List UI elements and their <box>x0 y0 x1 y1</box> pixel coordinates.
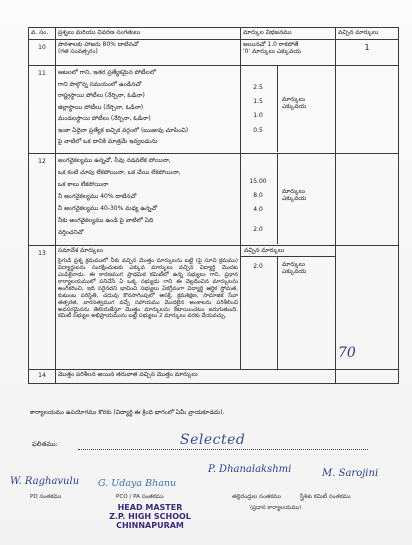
marks-line: '0' మార్కులు ఎక్కువయ <box>243 48 302 56</box>
desc-line: ఇంకా ఏదైనా ప్రత్యేక ఐచ్ఛిక వర్గంలో (ఋజువు చూపించి) <box>58 126 189 134</box>
marks-value: 0.5 <box>253 126 263 134</box>
table-header-row <box>29 28 399 40</box>
marks-value: 4.0 <box>253 206 263 214</box>
header-marks-split: మార్కుల విభజనము <box>241 28 336 40</box>
desc-line: మొత్తం పరిశీలన అయిన తరువాత వచ్చిన మొత్తం మార్కులు <box>58 371 198 378</box>
row-score: 1 <box>336 40 399 66</box>
row-description <box>56 154 241 246</box>
row-serial: 12 <box>29 154 56 246</box>
table-row-11 <box>29 66 399 154</box>
row-description <box>56 246 241 370</box>
row-score <box>336 66 399 154</box>
headmaster-stamp <box>90 503 210 530</box>
marks-value: 8.0 <box>253 192 263 200</box>
table-row-13 <box>29 246 399 370</box>
desc-line: పై వాటిలో ఒక దానికి మాత్రమే ఇవ్వబడును <box>58 138 158 145</box>
signature-pco-caption: PCO / PA సంతకము <box>116 494 164 500</box>
scholarship-marks-table <box>28 27 399 384</box>
row-serial: 11 <box>29 66 56 154</box>
row-score <box>336 246 399 370</box>
marks-value: 1.5 <box>253 98 263 106</box>
signature-pd-caption: PD సంతకము <box>30 494 62 500</box>
marks-value: 2.5 <box>253 84 263 91</box>
marks-label: ఎక్కువయ <box>282 268 307 276</box>
signature-committee-caption: స్త్రీశిశు కమిటీ సంతకము <box>300 494 351 500</box>
desc-line: పాఠశాలకు హాజరు 80% దాటినచో <box>58 41 139 48</box>
signature-committee: M. Sarojini <box>322 468 379 479</box>
stamp-line: Z.P. HIGH SCHOOL <box>109 512 191 521</box>
row-serial: 13 <box>29 246 56 370</box>
row-serial: 14 <box>29 370 56 384</box>
result-value: Selected <box>180 432 246 448</box>
table-row-12 <box>29 154 399 246</box>
row-score <box>336 370 399 384</box>
row-description <box>56 40 241 66</box>
desc-line: జిల్లాస్థాయి పోటీలు (నేర్చినా, ఓడినా) <box>58 103 144 111</box>
marks-value: 1.0 <box>253 112 263 120</box>
desc-line: రాష్ట్రస్థాయి పోటీలు (నేర్చినా, ఓడినా) <box>58 92 145 99</box>
desc-line: మండలస్థాయి పోటీలు (నేర్చినా, ఓడినా) <box>58 115 151 122</box>
header-description: ప్రశ్నలు మరియు వివరణ సంగతులు <box>56 28 241 40</box>
marks-label: ఎక్కువయ <box>282 103 307 111</box>
result-underline <box>78 449 368 450</box>
desc-line: నీ అంగవైకల్యము 40% దాటినచో <box>58 193 137 200</box>
marks-subheader: వచ్చిన మార్కులు <box>241 246 335 257</box>
desc-line: గాని పాల్గొన్న సమయంలో ఉండినచో <box>58 80 142 88</box>
desc-line: నీ అంగవైకల్యము 40-30% మధ్య ఉన్నచో <box>58 205 157 212</box>
row-marks <box>241 154 336 246</box>
desc-paragraph: పైగుడి ప్రశ్న క్రమములో నీకు వచ్చిన మొత్తం మార్కులను బట్టి (పై సూచి క్రమము) విద్యార్థులను సంరక్షించుటకు ఎక్కువ మార్కులు వచ్చిన విద్యార్థి మొదట ఎంపికైనాడు. ఈ కారణముగ ప్రాథమిక కమిటీలో ఉన్న సభ్యులు గాని, ప్రధాన కార్యాలయములో పనిచేసే ఏ ఒక్క సభ్యుడు గాని ఈ వెల్లడించిన మార్కులను అంగీకరించి, ఇది సరైనదని భావించి సభ్యులు ఏకగ్రీవంగా విద్యార్థి ఆర్థిక స్థోమత, కుటుంబ పరిస్థితి, చదువు కొనసాగింపులో ఆసక్తి, క్రమశిక్షణ, సామాజిక సేవా తత్పరత, వారసత్వముగ వచ్చే సహాయము మొదలైన అంశాలను పరిశీలించి అవసరమైనను తెలియజేస్తూ మొత్తం మార్కులను కేటాయించటం జరుగుతుంది. కమిటీ సభ్యుల అభిప్రాయమును బట్టి సభ్యులు 2 మార్కులు వరకు వేయవచ్చు. <box>58 258 238 320</box>
marks-value: 2.0 <box>253 225 263 233</box>
result-label: ఫలితము: <box>32 440 58 448</box>
table-row-14 <box>29 370 399 384</box>
stamp-line: CHINNAPURAM <box>116 521 184 530</box>
desc-line: నీకు అంగవైకల్యము ఉండి పై వాటిలో ఏది <box>58 217 154 224</box>
marks-label: మార్కులు <box>282 261 305 268</box>
marks-label: ఎక్కువయ <box>282 195 307 203</box>
table-row-10 <box>29 40 399 66</box>
signature-pco: G. Udaya Bhanu <box>98 478 177 489</box>
marks-value: 2.0 <box>253 263 263 270</box>
stamp-line: HEAD MASTER <box>117 503 183 512</box>
desc-line: ఒక కంటి చూపు లేకపోయినా, ఒక చేయి లేకపోయినా, <box>58 169 181 176</box>
signature-parent-caption: తల్లిదండ్రుల సంతకము <box>232 494 281 500</box>
desc-title: సమావేశ మార్కులు <box>58 247 103 254</box>
row-description <box>56 66 241 154</box>
row-marks <box>241 66 336 154</box>
marks-line: అయినచో 1.0 రాకపోతే <box>243 41 299 48</box>
row-score <box>336 154 399 246</box>
row-marks <box>241 40 336 66</box>
office-use-note: కార్యాలయము ఉపయోగము కొరకు (విద్యార్థి ఈ క్రింది భాగంలో ఏమీ వ్రాయకూడదు). <box>30 409 225 416</box>
desc-line: ఆటలలో గాని, ఇతర ప్రత్యేకమైన పోటీలలో <box>58 69 156 76</box>
header-marks-obtained: వచ్చిన మార్కులు <box>336 28 399 40</box>
row-serial: 10 <box>29 40 56 66</box>
row-marks <box>241 246 336 370</box>
marks-label: మార్కులు <box>282 188 305 195</box>
desc-line: వర్తించనిచో <box>58 229 84 236</box>
marks-value: 15.00 <box>249 178 267 185</box>
headmaster-caption: (ప్రధాన కార్యాలయము) <box>250 505 302 511</box>
row-description <box>56 370 336 384</box>
result-row <box>30 434 390 454</box>
signature-pd: W. Raghavulu <box>10 476 80 487</box>
header-serial-no: వ. సం. <box>29 28 56 40</box>
desc-line: ఒక కాలు లేకపోయినా <box>58 181 109 188</box>
desc-line: (గత సంవత్సరం) <box>58 48 98 56</box>
handwritten-score: 70 <box>338 344 356 361</box>
marks-label: మార్కులు <box>282 96 305 103</box>
signature-parent: P. Dhanalakshmi <box>208 464 292 475</box>
desc-line: అంగవైకల్యము ఉన్నచో, సీవు నడవలేక పోయినా, <box>58 157 171 164</box>
